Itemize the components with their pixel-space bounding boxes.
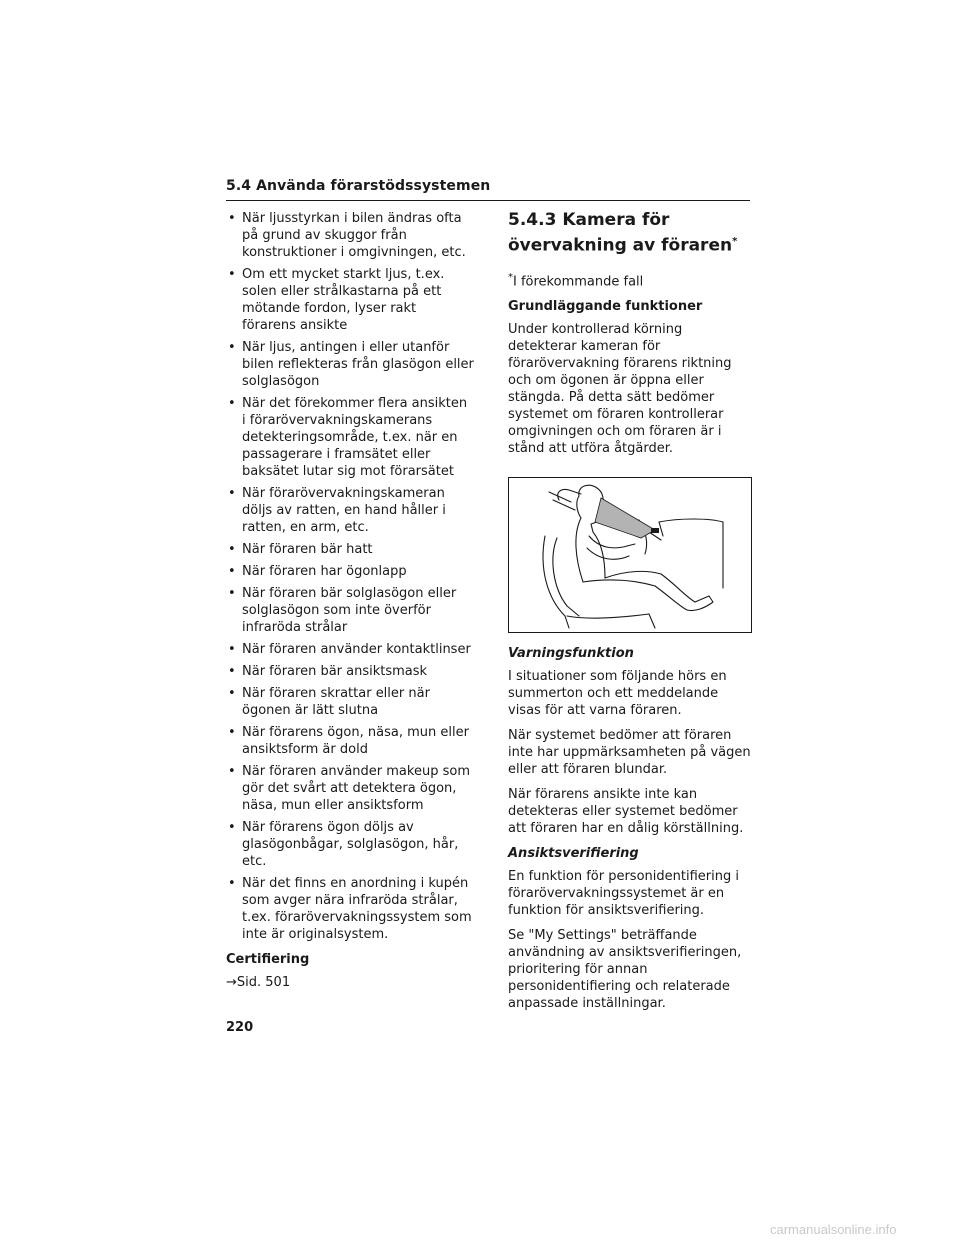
warning-function-heading: Varningsfunktion	[508, 645, 634, 661]
list-item: • När förarövervakningskameran döljs av ratten, en hand håller i ratten, en arm, etc.	[226, 485, 474, 536]
warning-text-2: När systemet bedömer att föraren inte har uppmärksamheten på vägen eller att föraren blundar.	[508, 727, 751, 777]
list-item: • När ljusstyrkan i bilen ändras ofta på grund av skuggor från konstruktioner i omgivningen, etc.	[226, 210, 474, 261]
driver-illustration-svg	[509, 478, 751, 632]
face-text-1: En funktion för personidentifiering i förarövervakningssystemet är en funktion för ansiktsverifiering.	[508, 868, 739, 918]
chapter-title: 5.4.3 Kamera för övervakning av föraren*	[508, 210, 738, 256]
list-item: • När det förekommer flera ansikten i förarövervakningskamerans detekteringsområde, t.ex. när en passagerare i framsätet eller baksätet lutar sig mot förarsätet	[226, 395, 474, 480]
left-column	[226, 210, 474, 991]
list-item: • När föraren använder kontaktlinser	[226, 641, 474, 658]
watermark: carmanualsonline.info	[770, 1222, 897, 1237]
basic-functions-heading: Grundläggande funktioner	[508, 298, 703, 314]
certification-page-link[interactable]: →Sid. 501	[226, 975, 291, 990]
section-header: 5.4 Använda förarstödssystemen	[226, 178, 750, 201]
list-item: • När förarens ögon döljs av glasögonbågar, solglasögon, hår, etc.	[226, 819, 474, 870]
list-item: • När föraren skrattar eller när ögonen är lätt slutna	[226, 685, 474, 719]
list-item: • När föraren bär ansiktsmask	[226, 663, 474, 680]
right-column	[508, 210, 752, 1020]
footnote: *I förekommande fall	[508, 271, 644, 289]
list-item: • När föraren bär solglasögon eller solglasögon som inte överför infraröda strålar	[226, 585, 474, 636]
certification-heading: Certifiering	[226, 952, 310, 967]
list-item: • När föraren har ögonlapp	[226, 563, 474, 580]
driver-camera-illustration	[508, 477, 752, 633]
list-item: • När förarens ögon, näsa, mun eller ansiktsform är dold	[226, 724, 474, 758]
warning-text-1: I situationer som följande hörs en summerton och ett meddelande visas för att varna föraren.	[508, 668, 727, 718]
list-item: • Om ett mycket starkt ljus, t.ex. solen eller strålkastarna på ett mötande fordon, lyser rakt förarens ansikte	[226, 266, 474, 334]
basic-functions-text: Under kontrollerad körning detekterar kameran för förarövervakning förarens riktning och om ögonen är öppna eller stängda. På detta sätt bedömer systemet om föraren kontrollerar omgivningen och om föraren är i stånd att utföra åtgärder.	[508, 321, 732, 456]
list-item: • När föraren använder makeup som gör det svårt att detektera ögon, näsa, mun eller ansiktsform	[226, 763, 474, 814]
footnote-marker: *	[508, 271, 513, 283]
list-item: • När ljus, antingen i eller utanför bilen reflekteras från glasögon eller solglasögon	[226, 339, 474, 390]
page-number: 220	[226, 1020, 254, 1035]
list-item: • När föraren bär hatt	[226, 541, 474, 558]
condition-list	[226, 210, 474, 943]
title-footnote-marker: *	[732, 236, 738, 247]
face-verification-heading: Ansiktsverifiering	[508, 845, 639, 861]
face-text-2: Se "My Settings" beträffande användning av ansiktsverifieringen, prioritering för annan personidentifiering och relaterade anpassade inställningar.	[508, 927, 742, 1011]
list-item: • När det finns en anordning i kupén som avger nära infraröda strålar, t.ex. förarövervakningssystem som inte är originalsystem.	[226, 875, 474, 943]
warning-text-3: När förarens ansikte inte kan detekteras eller systemet bedömer att föraren har en dålig körställning.	[508, 786, 744, 836]
